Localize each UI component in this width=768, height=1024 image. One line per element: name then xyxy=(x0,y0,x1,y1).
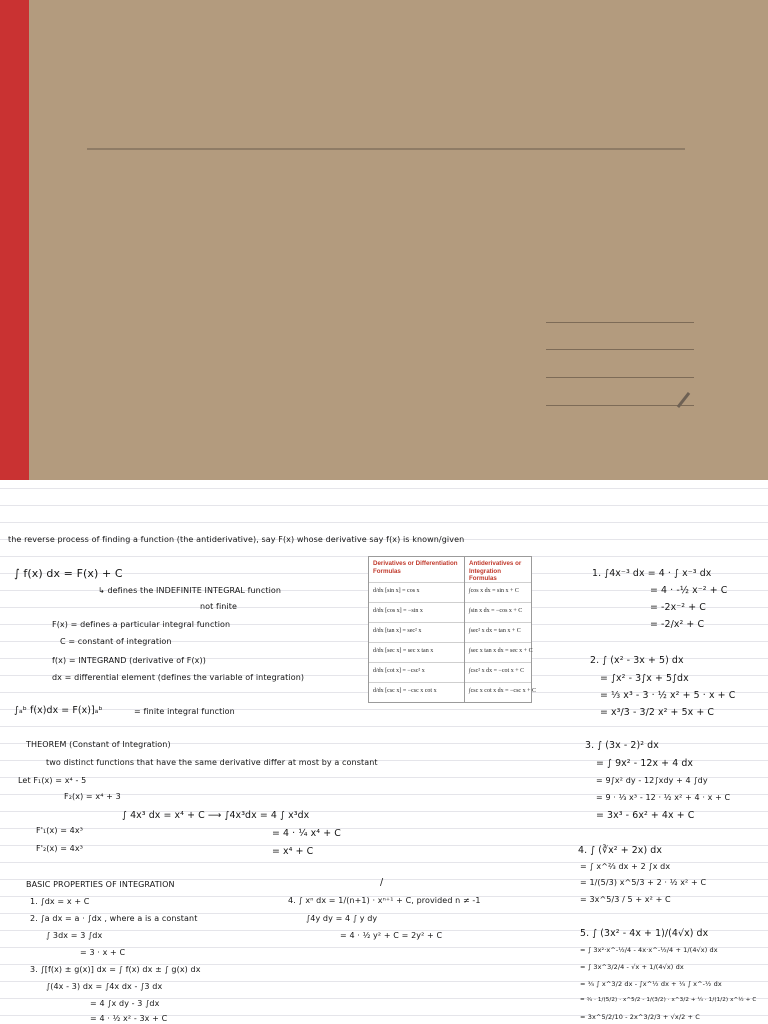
property-4: 4. ∫ xⁿ dx = 1/(n+1) · xⁿ⁺¹ + C, provided n ≠ -1 xyxy=(288,896,481,905)
example-5-line-6: = 3x^5/2/10 - 2x^3/2/3 + √x/2 + C xyxy=(580,1013,700,1021)
property-4-example: ∫4y dy = 4 ∫ y dy xyxy=(306,914,378,923)
table-row xyxy=(369,602,464,622)
table-row xyxy=(465,682,536,702)
example-4-line-2: = ∫ x^⅔ dx + 2 ∫x dx xyxy=(580,862,671,871)
derivative-formula: d/dx [cos x] = −sin x xyxy=(373,608,423,614)
integration-formula: ∫csc x cot x dx = −csc x + C xyxy=(469,688,536,694)
antiderivatives-column xyxy=(465,557,536,702)
integration-formula: ∫sec x tan x dx = sec x + C xyxy=(469,648,533,654)
derivatives-header: Derivatives or Differentiation Formulas xyxy=(373,560,458,575)
ruled-line xyxy=(0,505,768,506)
theorem-text: two distinct functions that have the same derivative differ at most by a constant xyxy=(46,758,378,767)
integration-formula: ∫cos x dx = sin x + C xyxy=(469,588,519,594)
finite-label: = finite integral function xyxy=(134,707,235,716)
fx-definition: F(x) = defines a particular integral function xyxy=(52,620,231,629)
example-1-line-4: = -2/x² + C xyxy=(650,619,705,630)
f2-prime: F'₂(x) = 4x³ xyxy=(36,844,84,853)
example-3-line-4: = 9 · ⅓ x³ - 12 · ½ x² + 4 · x + C xyxy=(596,793,731,802)
cover-title-line xyxy=(87,148,685,150)
notebook-spine xyxy=(0,0,29,480)
ruled-line xyxy=(0,828,768,829)
table-row xyxy=(369,642,464,662)
table-row xyxy=(465,582,531,602)
theorem-title: THEOREM (Constant of Integration) xyxy=(26,740,171,749)
example-1-line-3: = -2x⁻² + C xyxy=(650,602,706,613)
derivative-formula: d/dx [cot x] = −csc² x xyxy=(373,668,425,674)
basic-properties-title: BASIC PROPERTIES OF INTEGRATION xyxy=(26,880,175,889)
definite-integral: ∫ₐᵇ f(x)dx = F(x)]ₐᵇ xyxy=(14,705,103,716)
not-finite: not finite xyxy=(200,602,238,611)
derivative-formula: d/dx [sin x] = cos x xyxy=(373,588,420,594)
f2-line: F₂(x) = x⁴ + 3 xyxy=(64,792,121,801)
derivatives-column xyxy=(369,557,465,702)
table-row xyxy=(369,682,464,702)
integration-formula: ∫sin x dx = −cos x + C xyxy=(469,608,523,614)
let-line: Let F₁(x) = x⁴ - 5 xyxy=(18,776,87,785)
cover-name-line xyxy=(546,377,694,378)
example-5-line-5: = ¾ · 1/(5/2) · x^5/2 - 1/(3/2) · x^3/2 + ¼ · 1/(1/2) x^½ + C xyxy=(580,997,757,1003)
cover-name-line xyxy=(546,322,694,323)
table-row xyxy=(465,662,531,682)
derivative-formula: d/dx [tan x] = sec² x xyxy=(373,628,422,634)
example-3-line-5: = 3x³ - 6x² + 4x + C xyxy=(596,810,695,821)
table-row xyxy=(369,582,464,602)
derivative-formula: d/dx [csc x] = −csc x cot x xyxy=(373,688,437,694)
example-5-line-2: = ∫ 3x²·x^-½/4 - 4x·x^-½/4 + 1/(4√x) dx xyxy=(580,946,718,954)
property-3-example-step: = 4 ∫x dy - 3 ∫dx xyxy=(90,999,160,1008)
antiderivatives-header: Antiderivatives or Integration Formulas xyxy=(469,560,522,582)
intro-text: the reverse process of finding a function (the antiderivative), say F(x) whose derivative say f(x) is known/given xyxy=(8,535,465,544)
example-3-line-2: = ∫ 9x² - 12x + 4 dx xyxy=(596,758,694,769)
example-1-line-1: 1. ∫4x⁻³ dx = 4 · ∫ x⁻³ dx xyxy=(592,568,712,579)
cover-name-line xyxy=(546,349,694,350)
example-4-line-3: = 1/(5/3) x^5/3 + 2 · ½ x² + C xyxy=(580,878,707,887)
example-1-line-2: = 4 · -½ x⁻² + C xyxy=(650,585,728,596)
example-5-line-3: = ∫ 3x^3/2/4 - √x + 1/(4√x) dx xyxy=(580,963,684,971)
cover-name-line xyxy=(546,405,694,406)
table-row xyxy=(369,662,464,682)
integration-formula: ∫sec² x dx = tan x + C xyxy=(469,628,521,634)
property-2-example-step: = 3 · x + C xyxy=(80,948,126,957)
example-3-line-3: = 9∫x² dy - 12∫xdy + 4 ∫dy xyxy=(596,776,708,785)
notebook-cover xyxy=(0,0,768,480)
formula-table xyxy=(368,556,536,703)
defines-indefinite: ↳ defines the INDEFINITE INTEGRAL function xyxy=(98,586,282,595)
derivative-formula: d/dx [sec x] = sec x tan x xyxy=(373,648,434,654)
pen-mark: / xyxy=(380,877,384,888)
theorem-integral: ∫ 4x³ dx = x⁴ + C ⟶ ∫4x³dx = 4 ∫ x³dx xyxy=(122,810,310,821)
table-row xyxy=(465,602,531,622)
theorem-step-1: = 4 · ¼ x⁴ + C xyxy=(272,828,341,839)
indefinite-integral: ∫ f(x) dx = F(x) + C xyxy=(14,567,123,580)
ruled-line xyxy=(0,726,768,727)
example-2-line-1: 2. ∫ (x² - 3x + 5) dx xyxy=(590,655,684,666)
example-2-line-2: = ∫x² - 3∫x + 5∫dx xyxy=(600,673,689,684)
property-2: 2. ∫a dx = a · ∫dx , where a is a constant xyxy=(30,914,198,923)
property-3: 3. ∫[f(x) ± g(x)] dx = ∫ f(x) dx ± ∫ g(x) dx xyxy=(30,965,201,974)
example-5-line-1: 5. ∫ (3x² - 4x + 1)/(4√x) dx xyxy=(580,928,709,939)
dx-definition: dx = differential element (defines the variable of integration) xyxy=(52,673,305,682)
integrand-definition: f(x) = INTEGRAND (derivative of F(x)) xyxy=(52,656,206,665)
table-row xyxy=(369,622,464,642)
property-3-example: ∫(4x - 3) dx = ∫4x dx - ∫3 dx xyxy=(46,982,163,991)
theorem-step-2: = x⁴ + C xyxy=(272,846,314,857)
property-3-example-result: = 4 · ½ x² - 3x + C xyxy=(90,1014,168,1023)
f1-prime: F'₁(x) = 4x³ xyxy=(36,826,84,835)
property-1: 1. ∫dx = x + C xyxy=(30,897,90,906)
table-row xyxy=(465,622,531,642)
ruled-line xyxy=(0,522,768,523)
example-2-line-3: = ⅓ x³ - 3 · ½ x² + 5 · x + C xyxy=(600,690,736,701)
example-4-line-1: 4. ∫ (∛x² + 2x) dx xyxy=(578,845,662,856)
table-row xyxy=(465,642,531,662)
example-4-line-4: = 3x^5/3 / 5 + x² + C xyxy=(580,895,671,904)
ruled-line xyxy=(0,488,768,489)
example-2-line-4: = x³/3 - 3/2 x² + 5x + C xyxy=(600,707,715,718)
c-definition: C = constant of integration xyxy=(60,637,172,646)
property-2-example: ∫ 3dx = 3 ∫dx xyxy=(46,931,103,940)
example-3-line-1: 3. ∫ (3x - 2)² dx xyxy=(585,740,659,751)
example-5-line-4: = ¾ ∫ x^3/2 dx - ∫x^½ dx + ¼ ∫ x^-½ dx xyxy=(580,980,722,988)
integration-formula: ∫csc² x dx = −cot x + C xyxy=(469,668,525,674)
property-4-example-result: = 4 · ½ y² + C = 2y² + C xyxy=(340,931,443,940)
